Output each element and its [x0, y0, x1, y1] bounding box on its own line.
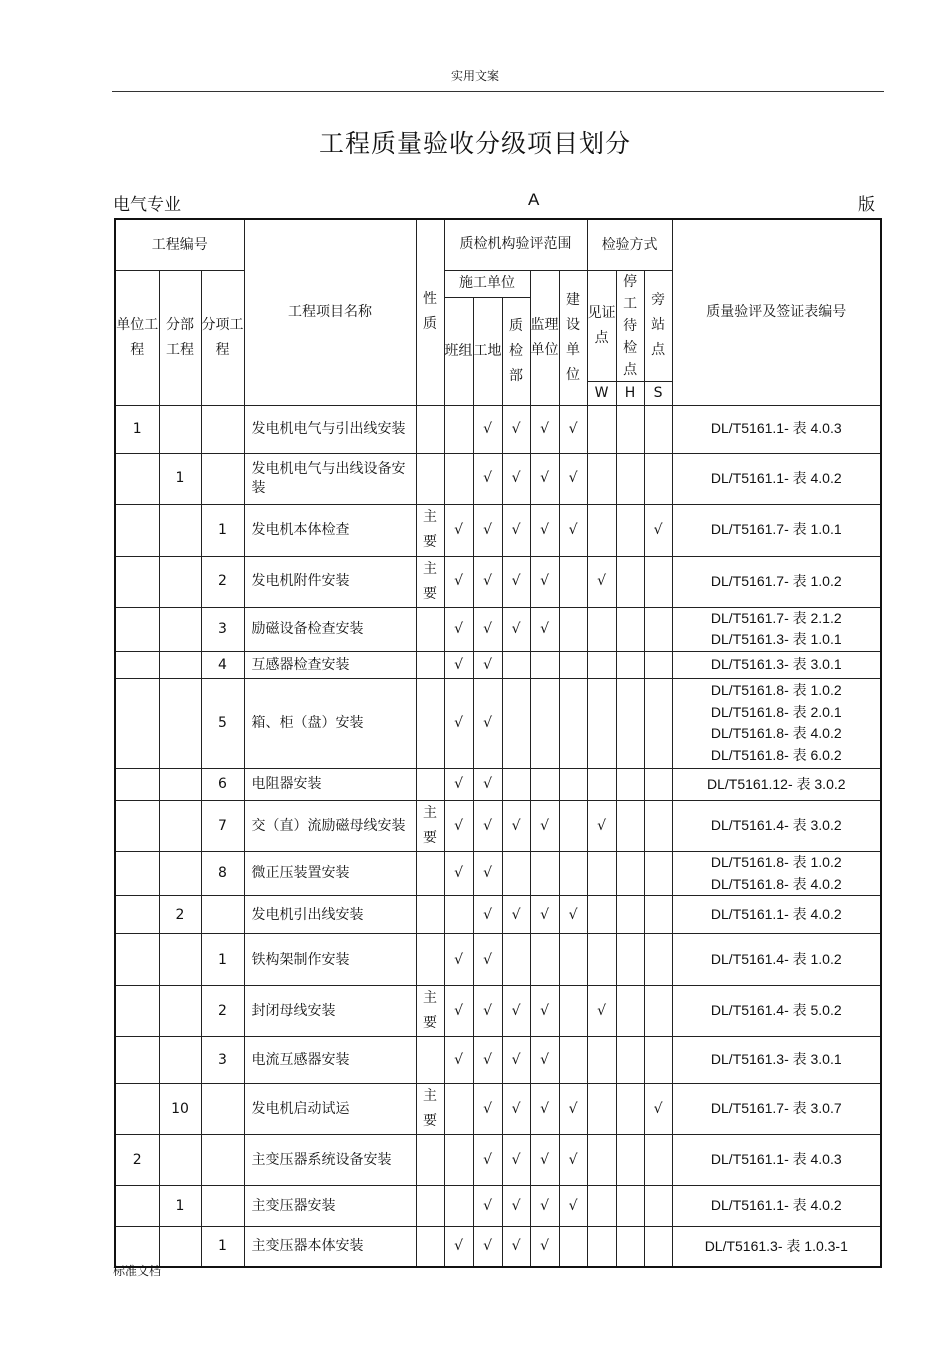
name-cell: 发电机电气与出线设备安装 [244, 453, 416, 504]
supervision-cell [530, 768, 559, 800]
form-cell: DL/T5161.7- 表 1.0.2 [672, 556, 881, 607]
qc-cell: √ [502, 607, 530, 651]
team-cell: √ [444, 986, 473, 1037]
witness-cell [587, 607, 616, 651]
standby-cell [644, 678, 672, 768]
owner-cell: √ [559, 405, 587, 453]
subitem-cell: 8 [201, 851, 244, 895]
supervision-cell: √ [530, 405, 559, 453]
division-cell [159, 678, 201, 768]
site-cell: √ [473, 1227, 502, 1267]
site-cell: √ [473, 607, 502, 651]
owner-cell [559, 851, 587, 895]
team-cell: √ [444, 768, 473, 800]
name-cell: 发电机启动试运 [244, 1084, 416, 1135]
witness-cell [587, 934, 616, 986]
table-row [115, 1135, 881, 1186]
owner-cell [559, 678, 587, 768]
supervision-cell: √ [530, 453, 559, 504]
standby-cell [644, 800, 672, 851]
subitem-cell [201, 1186, 244, 1227]
nature-cell [416, 768, 444, 800]
owner-cell: √ [559, 896, 587, 934]
form-cell: DL/T5161.3- 表 1.0.3-1 [672, 1227, 881, 1267]
witness-cell [587, 851, 616, 895]
team-cell: √ [444, 678, 473, 768]
owner-cell: √ [559, 1186, 587, 1227]
owner-cell [559, 1037, 587, 1084]
unit-cell [115, 1084, 159, 1135]
standby-cell [644, 768, 672, 800]
subitem-cell: 5 [201, 678, 244, 768]
supervision-cell: √ [530, 607, 559, 651]
table-row [115, 607, 881, 651]
standby-cell: √ [644, 1084, 672, 1135]
header-w: W [587, 381, 616, 405]
division-cell: 10 [159, 1084, 201, 1135]
site-cell: √ [473, 678, 502, 768]
division-cell [159, 934, 201, 986]
site-cell: √ [473, 504, 502, 556]
supervision-cell: √ [530, 800, 559, 851]
supervision-cell [530, 851, 559, 895]
team-cell: √ [444, 556, 473, 607]
owner-cell: √ [559, 504, 587, 556]
division-cell: 2 [159, 896, 201, 934]
site-cell: √ [473, 1037, 502, 1084]
owner-cell [559, 934, 587, 986]
table-row [115, 851, 881, 895]
form-cell: DL/T5161.1- 表 4.0.2 [672, 1186, 881, 1227]
table-row [115, 453, 881, 504]
subitem-cell [201, 405, 244, 453]
owner-cell [559, 800, 587, 851]
witness-cell [587, 1135, 616, 1186]
table-row [115, 651, 881, 678]
header-name: 工程项目名称 [244, 219, 416, 405]
hold-cell [616, 986, 644, 1037]
unit-cell [115, 1037, 159, 1084]
team-cell [444, 1135, 473, 1186]
subitem-cell: 1 [201, 1227, 244, 1267]
hold-cell [616, 1037, 644, 1084]
witness-cell [587, 504, 616, 556]
hold-cell [616, 405, 644, 453]
hold-cell [616, 800, 644, 851]
table-row [115, 1186, 881, 1227]
division-cell [159, 1227, 201, 1267]
hold-cell [616, 1084, 644, 1135]
hold-cell [616, 453, 644, 504]
form-cell: DL/T5161.1- 表 4.0.2 [672, 896, 881, 934]
name-cell: 主变压器本体安装 [244, 1227, 416, 1267]
supervision-cell [530, 651, 559, 678]
witness-cell: √ [587, 986, 616, 1037]
site-cell: √ [473, 934, 502, 986]
form-cell: DL/T5161.7- 表 1.0.1 [672, 504, 881, 556]
nature-cell [416, 1135, 444, 1186]
unit-cell [115, 896, 159, 934]
subtitle-discipline: 电气专业 [113, 195, 181, 215]
table-row [115, 934, 881, 986]
subitem-cell: 3 [201, 1037, 244, 1084]
subitem-cell: 2 [201, 556, 244, 607]
project-division-table [114, 218, 882, 1268]
nature-cell: 主要 [416, 1084, 444, 1135]
nature-cell: 主要 [416, 800, 444, 851]
name-cell: 发电机电气与引出线安装 [244, 405, 416, 453]
unit-cell [115, 556, 159, 607]
qc-cell: √ [502, 1227, 530, 1267]
standby-cell [644, 934, 672, 986]
form-cell: DL/T5161.1- 表 4.0.3 [672, 405, 881, 453]
unit-cell [115, 678, 159, 768]
table-row [115, 986, 881, 1037]
form-cell: DL/T5161.4- 表 3.0.2 [672, 800, 881, 851]
supervision-cell [530, 934, 559, 986]
qc-cell: √ [502, 504, 530, 556]
name-cell: 铁构架制作安装 [244, 934, 416, 986]
unit-cell [115, 768, 159, 800]
subtitle-version-letter: A [528, 190, 540, 209]
header-nature: 性质 [416, 219, 444, 405]
division-cell [159, 986, 201, 1037]
hold-cell [616, 934, 644, 986]
site-cell: √ [473, 896, 502, 934]
standby-cell [644, 556, 672, 607]
qc-cell: √ [502, 896, 530, 934]
division-cell [159, 1037, 201, 1084]
division-cell [159, 851, 201, 895]
unit-cell [115, 851, 159, 895]
qc-cell: √ [502, 1084, 530, 1135]
subitem-cell: 7 [201, 800, 244, 851]
subitem-cell: 1 [201, 934, 244, 986]
header-h: H [616, 381, 644, 405]
hold-cell [616, 851, 644, 895]
witness-cell [587, 651, 616, 678]
header-team: 班组 [444, 297, 473, 405]
division-cell [159, 607, 201, 651]
name-cell: 发电机本体检查 [244, 504, 416, 556]
owner-cell: √ [559, 1084, 587, 1135]
name-cell: 交（直）流励磁母线安装 [244, 800, 416, 851]
qc-cell: √ [502, 986, 530, 1037]
table-row [115, 678, 881, 768]
supervision-cell: √ [530, 1227, 559, 1267]
header-owner: 建设单位 [559, 270, 587, 405]
unit-cell [115, 1186, 159, 1227]
witness-cell [587, 678, 616, 768]
name-cell: 发电机附件安装 [244, 556, 416, 607]
unit-cell [115, 453, 159, 504]
nature-cell [416, 1186, 444, 1227]
hold-cell [616, 607, 644, 651]
header-qc-dept: 质检部 [502, 297, 530, 405]
hold-cell [616, 504, 644, 556]
name-cell: 电流互感器安装 [244, 1037, 416, 1084]
subitem-cell: 6 [201, 768, 244, 800]
hold-cell [616, 896, 644, 934]
name-cell: 主变压器系统设备安装 [244, 1135, 416, 1186]
form-cell: DL/T5161.7- 表 2.1.2 DL/T5161.3- 表 1.0.1 [672, 607, 881, 651]
team-cell [444, 405, 473, 453]
supervision-cell [530, 678, 559, 768]
site-cell: √ [473, 405, 502, 453]
owner-cell [559, 556, 587, 607]
site-cell: √ [473, 800, 502, 851]
standby-cell [644, 1037, 672, 1084]
name-cell: 封闭母线安装 [244, 986, 416, 1037]
qc-cell [502, 768, 530, 800]
table-row [115, 405, 881, 453]
form-cell: DL/T5161.7- 表 3.0.7 [672, 1084, 881, 1135]
page-title: 工程质量验收分级项目划分 [318, 129, 631, 158]
header-supervision: 监理单位 [530, 270, 559, 405]
nature-cell [416, 896, 444, 934]
team-cell: √ [444, 504, 473, 556]
team-cell: √ [444, 1227, 473, 1267]
table-row [115, 1084, 881, 1135]
witness-cell [587, 453, 616, 504]
team-cell: √ [444, 1037, 473, 1084]
form-cell: DL/T5161.4- 表 5.0.2 [672, 986, 881, 1037]
table-row [115, 556, 881, 607]
supervision-cell: √ [530, 1186, 559, 1227]
team-cell [444, 1084, 473, 1135]
form-cell: DL/T5161.3- 表 3.0.1 [672, 1037, 881, 1084]
qc-cell: √ [502, 1037, 530, 1084]
qc-cell [502, 678, 530, 768]
owner-cell [559, 1227, 587, 1267]
supervision-cell: √ [530, 556, 559, 607]
qc-cell: √ [502, 556, 530, 607]
table-row [115, 1227, 881, 1267]
supervision-cell: √ [530, 986, 559, 1037]
nature-cell [416, 651, 444, 678]
team-cell: √ [444, 607, 473, 651]
hold-cell [616, 768, 644, 800]
nature-cell [416, 851, 444, 895]
header-division: 分部工程 [159, 270, 201, 405]
division-cell [159, 405, 201, 453]
header-hold: 停工待检点 [616, 270, 644, 381]
unit-cell: 1 [115, 405, 159, 453]
header-scope-group: 质检机构验评范围 [444, 219, 587, 270]
unit-cell [115, 800, 159, 851]
owner-cell: √ [559, 453, 587, 504]
qc-cell: √ [502, 405, 530, 453]
nature-cell [416, 453, 444, 504]
subitem-cell [201, 896, 244, 934]
table-row [115, 768, 881, 800]
name-cell: 励磁设备检查安装 [244, 607, 416, 651]
header-s: S [644, 381, 672, 405]
nature-cell: 主要 [416, 556, 444, 607]
owner-cell [559, 651, 587, 678]
subitem-cell: 4 [201, 651, 244, 678]
table-row [115, 896, 881, 934]
owner-cell [559, 607, 587, 651]
standby-cell [644, 896, 672, 934]
nature-cell [416, 607, 444, 651]
site-cell: √ [473, 851, 502, 895]
subitem-cell: 2 [201, 986, 244, 1037]
subitem-cell [201, 453, 244, 504]
witness-cell: √ [587, 556, 616, 607]
form-cell: DL/T5161.8- 表 1.0.2 DL/T5161.8- 表 2.0.1 DL/T5161.8- 表 4.0.2 DL/T5161.8- 表 6.0.2 [672, 678, 881, 768]
qc-cell: √ [502, 1186, 530, 1227]
header-code-group: 工程编号 [115, 219, 244, 270]
supervision-cell: √ [530, 1037, 559, 1084]
unit-cell [115, 607, 159, 651]
subitem-cell: 1 [201, 504, 244, 556]
form-cell: DL/T5161.12- 表 3.0.2 [672, 768, 881, 800]
page-footer: 标准文档 [113, 1264, 162, 1278]
header-site: 工地 [473, 297, 502, 405]
nature-cell [416, 1227, 444, 1267]
nature-cell [416, 1037, 444, 1084]
site-cell: √ [473, 651, 502, 678]
name-cell: 电阻器安装 [244, 768, 416, 800]
hold-cell [616, 556, 644, 607]
team-cell: √ [444, 800, 473, 851]
standby-cell [644, 607, 672, 651]
hold-cell [616, 651, 644, 678]
header-method-group: 检验方式 [587, 219, 672, 270]
site-cell: √ [473, 768, 502, 800]
owner-cell [559, 768, 587, 800]
nature-cell: 主要 [416, 504, 444, 556]
witness-cell [587, 896, 616, 934]
table-row [115, 1037, 881, 1084]
standby-cell [644, 851, 672, 895]
supervision-cell: √ [530, 896, 559, 934]
witness-cell [587, 1186, 616, 1227]
nature-cell [416, 405, 444, 453]
team-cell [444, 896, 473, 934]
header-rule [112, 91, 884, 92]
team-cell [444, 453, 473, 504]
form-cell: DL/T5161.3- 表 3.0.1 [672, 651, 881, 678]
division-cell [159, 651, 201, 678]
team-cell: √ [444, 934, 473, 986]
standby-cell [644, 453, 672, 504]
witness-cell [587, 1084, 616, 1135]
unit-cell: 2 [115, 1135, 159, 1186]
unit-cell [115, 1227, 159, 1267]
standby-cell [644, 986, 672, 1037]
table-row [115, 504, 881, 556]
name-cell: 互感器检查安装 [244, 651, 416, 678]
form-cell: DL/T5161.1- 表 4.0.2 [672, 453, 881, 504]
table-row [115, 800, 881, 851]
standby-cell [644, 1135, 672, 1186]
site-cell: √ [473, 1186, 502, 1227]
subitem-cell: 3 [201, 607, 244, 651]
team-cell [444, 1186, 473, 1227]
division-cell [159, 800, 201, 851]
nature-cell [416, 934, 444, 986]
witness-cell [587, 768, 616, 800]
form-cell: DL/T5161.1- 表 4.0.3 [672, 1135, 881, 1186]
unit-cell [115, 934, 159, 986]
nature-cell [416, 678, 444, 768]
header-subitem: 分项工程 [201, 270, 244, 405]
name-cell: 主变压器安装 [244, 1186, 416, 1227]
witness-cell [587, 1037, 616, 1084]
unit-cell [115, 986, 159, 1037]
standby-cell [644, 1227, 672, 1267]
form-cell: DL/T5161.8- 表 1.0.2 DL/T5161.8- 表 4.0.2 [672, 851, 881, 895]
hold-cell [616, 1135, 644, 1186]
header-witness: 见证点 [587, 270, 616, 381]
witness-cell: √ [587, 800, 616, 851]
supervision-cell: √ [530, 1135, 559, 1186]
standby-cell [644, 1186, 672, 1227]
site-cell: √ [473, 556, 502, 607]
qc-cell: √ [502, 453, 530, 504]
subtitle-version-suffix: 版 [858, 195, 875, 215]
subitem-cell [201, 1135, 244, 1186]
qc-cell [502, 651, 530, 678]
hold-cell [616, 1227, 644, 1267]
owner-cell: √ [559, 1135, 587, 1186]
witness-cell [587, 405, 616, 453]
division-cell: 1 [159, 453, 201, 504]
qc-cell [502, 851, 530, 895]
standby-cell: √ [644, 504, 672, 556]
header-unit: 单位工程 [115, 270, 159, 405]
division-cell [159, 504, 201, 556]
division-cell [159, 768, 201, 800]
page-header: 实用文案 [450, 69, 499, 83]
standby-cell [644, 651, 672, 678]
header-standby: 旁站点 [644, 270, 672, 381]
unit-cell [115, 504, 159, 556]
hold-cell [616, 678, 644, 768]
form-cell: DL/T5161.4- 表 1.0.2 [672, 934, 881, 986]
header-construction-group: 施工单位 [444, 270, 530, 297]
supervision-cell: √ [530, 1084, 559, 1135]
name-cell: 发电机引出线安装 [244, 896, 416, 934]
subitem-cell [201, 1084, 244, 1135]
owner-cell [559, 986, 587, 1037]
name-cell: 微正压装置安装 [244, 851, 416, 895]
site-cell: √ [473, 1084, 502, 1135]
witness-cell [587, 1227, 616, 1267]
team-cell: √ [444, 651, 473, 678]
site-cell: √ [473, 453, 502, 504]
supervision-cell: √ [530, 504, 559, 556]
team-cell: √ [444, 851, 473, 895]
division-cell [159, 556, 201, 607]
division-cell [159, 1135, 201, 1186]
unit-cell [115, 651, 159, 678]
division-cell: 1 [159, 1186, 201, 1227]
qc-cell: √ [502, 1135, 530, 1186]
standby-cell [644, 405, 672, 453]
header-form-no: 质量验评及签证表编号 [672, 219, 881, 405]
site-cell: √ [473, 1135, 502, 1186]
qc-cell [502, 934, 530, 986]
name-cell: 箱、柜（盘）安装 [244, 678, 416, 768]
hold-cell [616, 1186, 644, 1227]
qc-cell: √ [502, 800, 530, 851]
site-cell: √ [473, 986, 502, 1037]
nature-cell: 主要 [416, 986, 444, 1037]
